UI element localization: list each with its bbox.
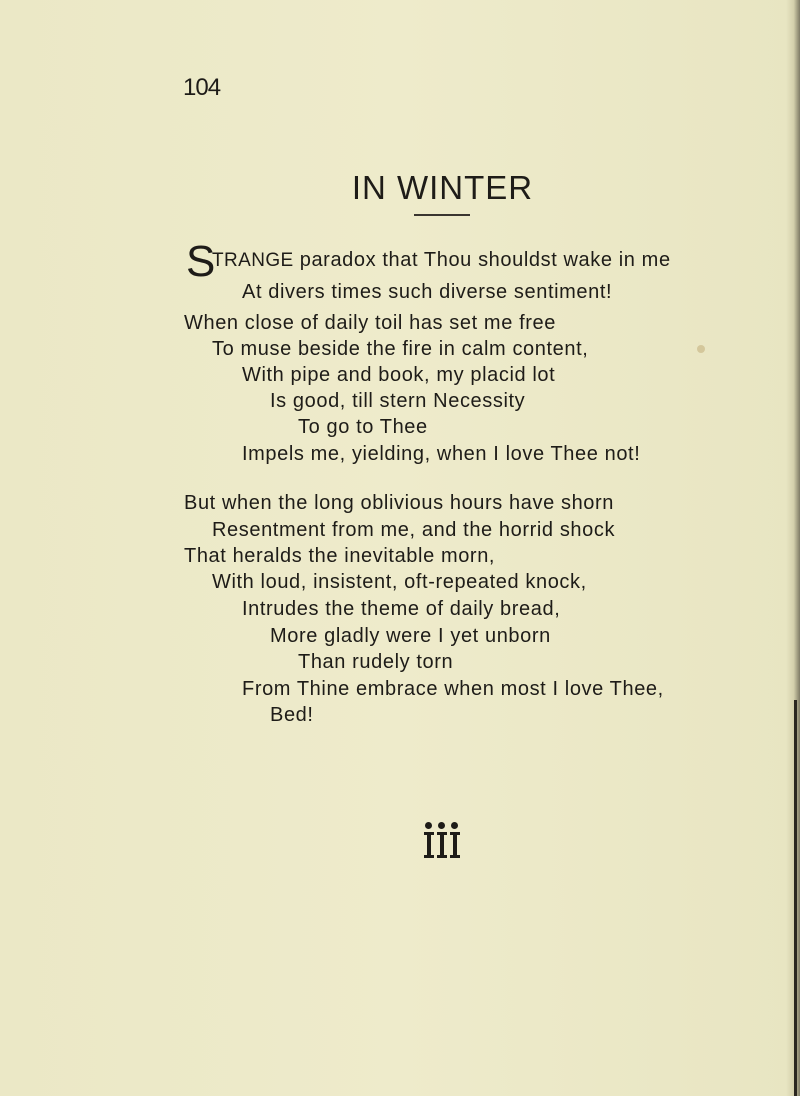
poem-line: Is good, till stern Necessity: [270, 390, 526, 412]
poem-line: At divers times such diverse sentiment!: [242, 281, 613, 303]
three-column-ornament-icon: [425, 822, 461, 862]
page-edge-shadow: [786, 0, 800, 1096]
poem-line: Impels me, yielding, when I love Thee not!: [242, 443, 641, 465]
poem-line: But when the long oblivious hours have shorn: [184, 492, 614, 514]
poem-line: More gladly were I yet unborn: [270, 625, 551, 647]
page-number: 104: [183, 74, 221, 101]
poem-line: [212, 250, 671, 270]
poem-line: To muse beside the fire in calm content,: [212, 338, 589, 360]
poem-line: Than rudely torn: [298, 651, 454, 673]
poem-line: Intrudes the theme of daily bread,: [242, 598, 561, 620]
poem-line: With loud, insistent, oft-repeated knock,: [212, 571, 587, 593]
poem-line: With pipe and book, my placid lot: [242, 364, 556, 386]
poem-title: IN WINTER: [351, 169, 534, 206]
title-rule: [414, 214, 470, 216]
poem-line: To go to Thee: [298, 416, 428, 438]
poem-line: When close of daily toil has set me free: [184, 312, 556, 334]
poem-line: Resentment from me, and the horrid shock: [212, 519, 616, 541]
small-caps-word: TRANGE: [212, 250, 294, 271]
poem-line: Bed!: [270, 704, 314, 726]
page-edge-line: [794, 700, 797, 1096]
drop-cap: S: [186, 237, 216, 286]
poem-line: From Thine embrace when most I love Thee,: [242, 678, 664, 700]
poem-line: That heralds the inevitable morn,: [184, 545, 496, 567]
line-text: paradox that Thou shouldst wake in me: [293, 249, 671, 271]
paper-speck: [697, 345, 705, 353]
